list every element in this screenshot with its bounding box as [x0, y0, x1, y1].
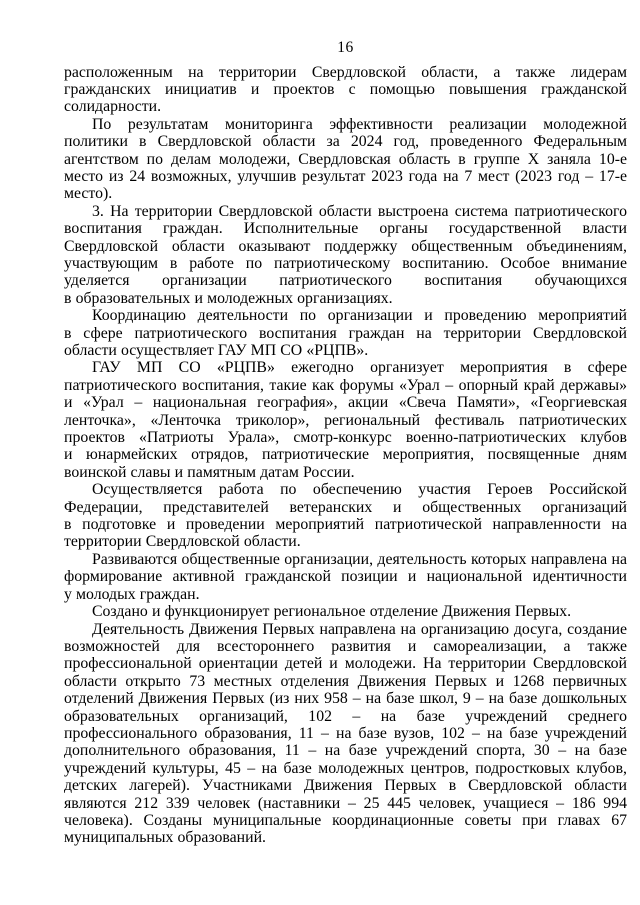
page-number: 16 — [337, 39, 354, 56]
paragraph: Создано и функционирует региональное отделение Движения Первых. — [92, 603, 572, 621]
paragraph: Осуществляется работа по обеспечению участия Героев Российской Федерации, представителей ветеранских и общественных организаций в подготовке и проведении мероприятий патриотической направленности на территории Свердловской области. — [64, 481, 627, 551]
paragraph: Развиваются общественные организации, деятельность которых направлена на формирование активной гражданской позиции и национальной идентичности у молодых граждан. — [64, 550, 627, 603]
paragraph: По результатам мониторинга эффективности реализации молодежной политики в Свердловской области за 2024 год, проведенного Федеральным агентством по делам молодежи, Свердловская область в группе X заняла 10-е место из 24 возможных, улучшив результат 2023 года на 7 мест (2023 год – 17-е место). — [64, 115, 627, 203]
paragraph: расположенным на территории Свердловской области, а также лидерам гражданских инициатив и проектов с помощью повышения гражданской солидарности. — [64, 63, 627, 116]
document-body — [64, 64, 627, 847]
paragraph: Деятельность Движения Первых направлена на организацию досуга, создание возможностей для всестороннего развития и самореализации, а также профессиональной ориентации детей и молодежи. На территории Свердловской области открыто 73 местных отделения Движения Первых и 1268 первичных отделений Движения Первых (из них 958 – на базе школ, 9 – на базе дошкольных образовательных организаций, 102 – на базе учреждений среднего профессионального образования, 11 – на базе вузов, 102 – на базе учреждений дополнительного образования, 11 – на базе учреждений спорта, 30 – на базе учреждений культуры, 45 – на базе молодежных центров, подростковых клубов, детских лагерей). Участниками Движения Первых в Свердловской области являются 212 339 человек (наставники – 25 445 человек, учащиеся – 186 994 человека). Созданы муниципальные координационные советы при главах 67 муниципальных образований. — [64, 620, 627, 847]
paragraph: ГАУ МП СО «РЦПВ» ежегодно организует мероприятия в сфере патриотического воспитания, такие как форумы «Урал – опорный край державы» и «Урал – национальная география», акции «Свеча Памяти», «Георгиевская ленточка», «Ленточка триколор», региональный фестиваль патриотических проектов «Патриоты Урала», смотр-конкурс военно-патриотических клубов и юнармейских отрядов, патриотические мероприятия, посвященные дням воинской славы и памятным датам России. — [64, 359, 627, 481]
paragraph: Координацию деятельности по организации и проведению мероприятий в сфере патриотического воспитания граждан на территории Свердловской области осуществляет ГАУ МП СО «РЦПВ». — [64, 307, 627, 359]
paragraph: 3. На территории Свердловской области выстроена система патриотического воспитания граждан. Исполнительные органы государственной власти Свердловской области оказывают поддержку общественным объединениям, участвующим в работе по патриотическому воспитанию. Особое внимание уделяется организации патриотического воспитания обучающихся в образовательных и молодежных организациях. — [64, 202, 627, 307]
